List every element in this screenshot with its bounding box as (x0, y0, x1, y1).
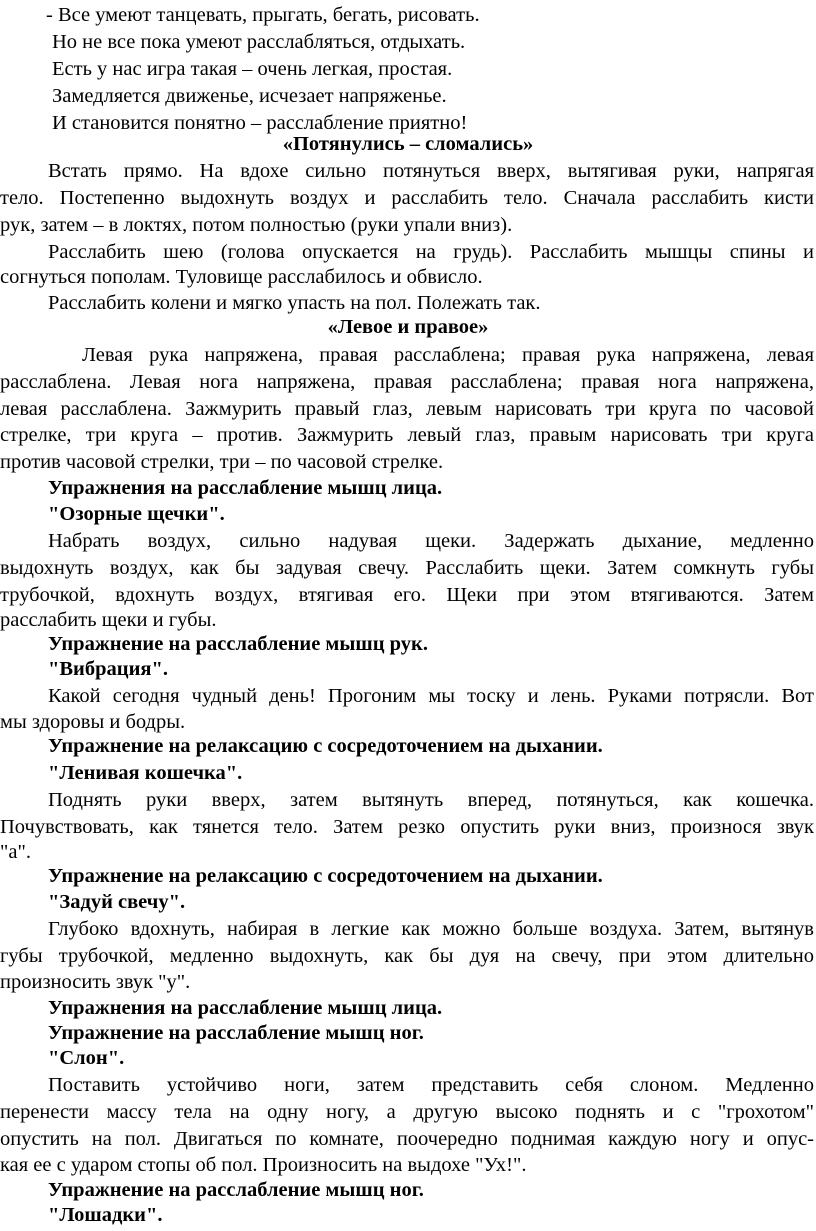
paragraph-line: Расслабить шею (голова опускается на грудь). Расслабить мышцы спины и (48, 241, 814, 263)
section-title: «Потянулись – сломались» (282, 133, 534, 155)
exercise-title: "Слон". (48, 1047, 125, 1069)
section-heading: Упражнения на расслабление мышц лица. (48, 997, 443, 1019)
paragraph-line: кая ее с ударом стопы об пол. Произносить на выдохе "Ух!". (0, 1154, 527, 1176)
exercise-title: "Озорные щечки". (48, 503, 225, 525)
poem-line-5: И становится понятно – расслабление приятно! (52, 112, 468, 134)
section-heading: Упражнение на расслабление мышц ног. (48, 1179, 424, 1201)
section-title: «Левое и правое» (327, 316, 489, 338)
poem-line-4: Замедляется движенье, исчезает напряженье. (52, 85, 447, 107)
paragraph-line: расслаблена. Левая нога напряжена, правая расслаблена; правая нога напряжена, (0, 371, 814, 393)
paragraph-line: тело. Постепенно выдохнуть воздух и расслабить тело. Сначала расслабить кисти (0, 187, 814, 209)
paragraph-line: против часовой стрелки, три – по часовой стрелке. (0, 451, 444, 473)
section-heading: Упражнение на релаксацию с сосредоточением на дыхании. (48, 865, 603, 887)
paragraph-line: трубочкой, вдохнуть воздух, втягивая его. Щеки при этом втягиваются. Затем (0, 584, 814, 606)
paragraph-line: Левая рука напряжена, правая расслаблена; правая рука напряжена, левая (82, 344, 814, 366)
paragraph-line: губы трубочкой, медленно выдохнуть, как бы дуя на свечу, при этом длительно (0, 945, 814, 967)
paragraph-line: Поднять руки вверх, затем вытянуть вперед, потянуться, как кошечка. (48, 789, 814, 811)
poem-line-1: - Все умеют танцевать, прыгать, бегать, рисовать. (46, 4, 480, 26)
paragraph-line: рук, затем – в локтях, потом полностью (руки упали вниз). (0, 214, 513, 236)
paragraph-line: мы здоровы и бодры. (0, 711, 186, 733)
section-heading: Упражнение на расслабление мышц рук. (48, 633, 428, 655)
paragraph-line: Набрать воздух, сильно надувая щеки. Задержать дыхание, медленно (48, 530, 814, 552)
paragraph-line: согнуться пополам. Туловище расслабилось и обвисло. (0, 266, 483, 288)
paragraph-line: Встать прямо. На вдохе сильно потянуться вверх, вытягивая руки, напрягая (48, 160, 814, 182)
paragraph-line: опустить на пол. Двигаться по комнате, поочередно поднимая каждую ногу и опус- (0, 1128, 814, 1150)
paragraph-line: "а". (0, 841, 31, 863)
poem-line-2: Но не все пока умеют расслабляться, отдыхать. (52, 31, 466, 53)
paragraph-line: Глубоко вдохнуть, набирая в легкие как можно больше воздуха. Затем, вытянув (48, 918, 814, 940)
paragraph-line: Поставить устойчиво ноги, затем представить себя слоном. Медленно (48, 1074, 814, 1096)
section-heading: Упражнение на расслабление мышц ног. (48, 1022, 424, 1044)
paragraph-line: Расслабить колени и мягко упасть на пол. Полежать так. (48, 292, 541, 314)
poem-line-3: Есть у нас игра такая – очень легкая, простая. (52, 58, 453, 80)
section-heading: Упражнение на релаксацию с сосредоточением на дыхании. (48, 735, 603, 757)
exercise-title: "Вибрация". (48, 658, 168, 680)
exercise-title: "Лошадки". (48, 1204, 163, 1226)
paragraph-line: произносить звук "у". (0, 971, 191, 993)
paragraph-line: стрелке, три круга – против. Зажмурить левый глаз, правым нарисовать три круга (0, 424, 814, 446)
exercise-title: "Ленивая кошечка". (48, 762, 243, 784)
section-heading: Упражнения на расслабление мышц лица. (48, 477, 443, 499)
paragraph-line: левая расслаблена. Зажмурить правый глаз, левым нарисовать три круга по часовой (0, 398, 814, 420)
paragraph-line: выдохнуть воздух, как бы задувая свечу. Расслабить щеки. Затем сомкнуть губы (0, 557, 814, 579)
exercise-title: "Задуй свечу". (48, 891, 186, 913)
paragraph-line: Почувствовать, как тянется тело. Затем резко опустить руки вниз, произнося звук (0, 816, 814, 838)
paragraph-line: расслабить щеки и губы. (0, 609, 217, 631)
paragraph-line: перенести массу тела на одну ногу, а другую высоко поднять и с "грохотом" (0, 1101, 814, 1123)
paragraph-line: Какой сегодня чудный день! Прогоним мы тоску и лень. Руками потрясли. Вот (48, 685, 814, 707)
